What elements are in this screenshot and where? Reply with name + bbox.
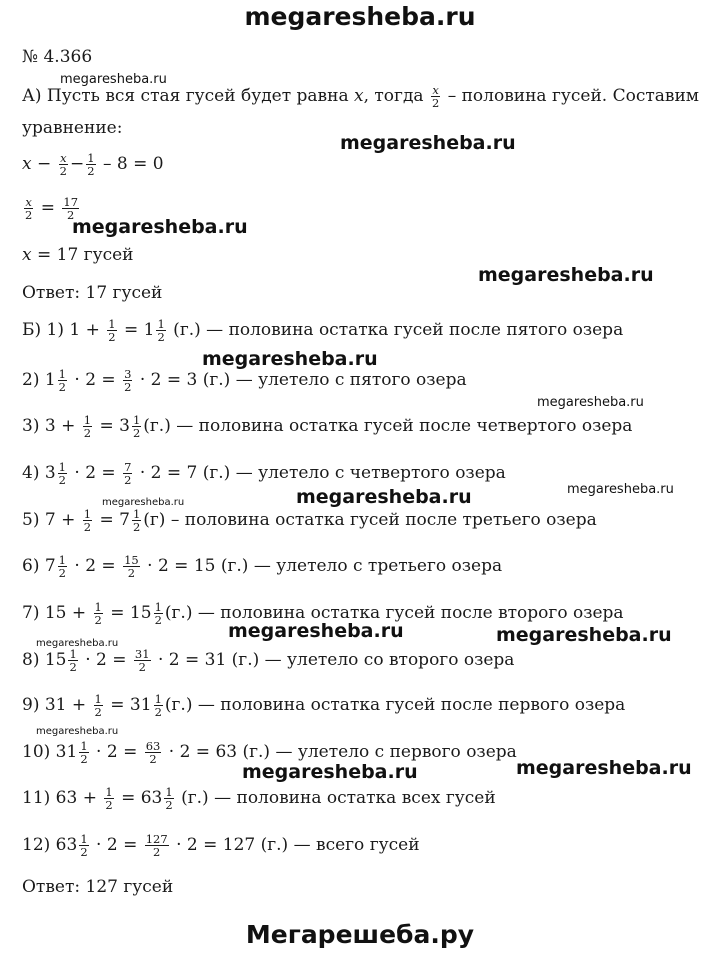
- watermark: megaresheba.ru: [478, 264, 654, 286]
- task-number: № 4.366: [22, 47, 93, 67]
- step-8: 8) 15 $\frac{1}{2}$ · 2 = $\frac{31}{2}$ · 2 = 31 (г.) — улетело со второго озера: [22, 647, 515, 674]
- fraction: $\frac{x}{2}$: [431, 83, 440, 110]
- header-site-title: megaresheba.ru: [244, 2, 476, 31]
- equation-1: x − $\frac{x}{2}$ − $\frac{1}{2}$ – 8 = 0: [22, 151, 164, 178]
- watermark: megaresheba.ru: [72, 216, 248, 238]
- footer-site-title: Мегарешеба.ру: [245, 920, 475, 949]
- step-3: 3) 3 + $\frac{1}{2}$ = 3 $\frac{1}{2}$ (г.) — половина остатка гусей после четвертого озера: [22, 413, 633, 440]
- watermark: megaresheba.ru: [228, 620, 404, 642]
- step-2: 2) 1 $\frac{1}{2}$ · 2 = $\frac{3}{2}$ · 2 = 3 (г.) — улетело с пятого озера: [22, 367, 467, 394]
- step-10: 10) 31 $\frac{1}{2}$ · 2 = $\frac{63}{2}$ · 2 = 63 (г.) — улетело с первого озера: [22, 739, 517, 766]
- step-5: 5) 7 + $\frac{1}{2}$ = 7 $\frac{1}{2}$ (г) – половина остатка гусей после третьего озера: [22, 507, 597, 534]
- equation-2: $\frac{x}{2}$ = $\frac{17}{2}$: [25, 195, 79, 222]
- watermark: megaresheba.ru: [202, 348, 378, 370]
- watermark: megaresheba.ru: [537, 395, 644, 410]
- step-6: 6) 7 $\frac{1}{2}$ · 2 = $\frac{15}{2}$ · 2 = 15 (г.) — улетело с третьего озера: [22, 553, 503, 580]
- part-b-answer: Ответ: 127 гусей: [22, 877, 174, 897]
- equation-3: x = 17 гусей: [22, 245, 134, 265]
- watermark: megaresheba.ru: [516, 757, 692, 779]
- watermark: megaresheba.ru: [340, 132, 516, 154]
- step-4: 4) 3 $\frac{1}{2}$ · 2 = $\frac{7}{2}$ · 2 = 7 (г.) — улетело с четвертого озера: [22, 460, 506, 487]
- watermark: megaresheba.ru: [567, 482, 674, 497]
- part-a-intro-line2: уравнение:: [22, 118, 123, 138]
- step-1: Б) 1) 1 + $\frac{1}{2}$ = 1 $\frac{1}{2}$ (г.) — половина остатка гусей после пятого озера: [22, 317, 624, 344]
- step-7: 7) 15 + $\frac{1}{2}$ = 15 $\frac{1}{2}$ (г.) — половина остатка гусей после второго озера: [22, 600, 624, 627]
- watermark: megaresheba.ru: [36, 638, 119, 649]
- watermark: megaresheba.ru: [296, 486, 472, 508]
- step-11: 11) 63 + $\frac{1}{2}$ = 63 $\frac{1}{2}$ (г.) — половина остатка всех гусей: [22, 785, 496, 812]
- watermark: megaresheba.ru: [242, 761, 418, 783]
- part-a-answer: Ответ: 17 гусей: [22, 283, 163, 303]
- step-12: 12) 63 $\frac{1}{2}$ · 2 = $\frac{127}{2}$ · 2 = 127 (г.) — всего гусей: [22, 832, 420, 859]
- step-9: 9) 31 + $\frac{1}{2}$ = 31 $\frac{1}{2}$ (г.) — половина остатка гусей после первого озера: [22, 692, 626, 719]
- part-a-intro: А) Пусть вся стая гусей будет равна x, тогда $\frac{x}{2}$ – половина гусей. Составим: [22, 83, 700, 110]
- watermark: megaresheba.ru: [60, 72, 167, 87]
- watermark: megaresheba.ru: [36, 726, 119, 737]
- watermark: megaresheba.ru: [102, 497, 185, 508]
- watermark: megaresheba.ru: [496, 624, 672, 646]
